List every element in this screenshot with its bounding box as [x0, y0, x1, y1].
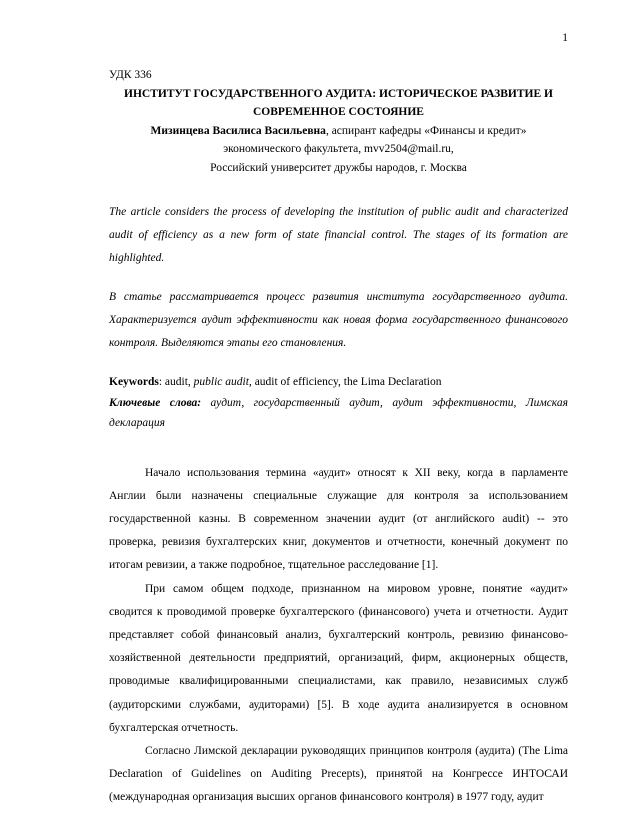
keywords-english-label: Keywords	[109, 376, 159, 388]
title-line-1: ИНСТИТУТ ГОСУДАРСТВЕННОГО АУДИТА: ИСТОРИЧЕСКОЕ РАЗВИТИЕ И	[124, 87, 553, 100]
author-position: , аспирант кафедры «Финансы и кредит»	[325, 124, 527, 137]
keywords-english: Keywords: audit, public audit, audit of efficiency, the Lima Declaration	[109, 376, 442, 388]
author-faculty: экономического факультета, mvv2504@mail.ru,	[223, 143, 454, 155]
document-body	[109, 66, 568, 810]
abstract-russian: В статье рассматривается процесс развития института государственного аудита. Характеризуется аудит эффективности как новая форма государственного финансового контроля. Выделяются этапы его становления.	[109, 291, 568, 349]
keywords-russian: Ключевые слова: аудит, государственный аудит, аудит эффективности, Лимская декларация	[109, 396, 568, 429]
body-paragraph-3: Согласно Лимской декларации руководящих принципов контроля (аудита) (The Lima Declaration of Guidelines on Auditing Precepts), принятой на Конгрессе ИНТОСАИ (международная организация высших органов финансового контроля) в 1977 году, аудит	[109, 744, 568, 804]
abstract-english: The article considers the process of developing the institution of public audit and characterized audit of efficiency as a new form of state financial control. The stages of its formation are highlighted.	[109, 206, 568, 264]
body-paragraph-2: При самом общем подходе, признанном на мировом уровне, понятие «аудит» сводится к проводимой проверке бухгалтерского (финансового) учета и отчетности. Аудит представляет собой финансовый анализ, бухгалтерский контроль, ревизию финансово-хозяйственной деятельности предприятий, организаций, фирм, акционерных обществ, проводимые квалифицированными специалистами, как правило, независимых служб (аудиторскими службами, аудиторами) [5]. В ходе аудита анализируется в основном бухгалтерская отчетность.	[109, 582, 568, 734]
title-line-2: СОВРЕМЕННОЕ СОСТОЯНИЕ	[253, 106, 424, 118]
author-name: Мизинцева Василиса Васильевна	[150, 124, 326, 137]
author-university: Российский университет дружбы народов, г. Москва	[210, 161, 467, 174]
body-paragraph-1: Начало использования термина «аудит» относят к XII веку, когда в парламенте Англии были назначены специальные служащие для контроля за использованием государственной казны. В современном значении аудит (от английского audit) -- это проверка, ревизия бухгалтерских книг, документов и отчетности, конечный документ по итогам ревизии, а также подробное, тщательное расследование [1].	[109, 466, 568, 572]
article-title	[109, 85, 568, 122]
udk-code: УДК 336	[109, 69, 152, 81]
page-number: 1	[562, 32, 568, 44]
author-block	[109, 122, 568, 178]
keywords-russian-label: Ключевые слова:	[109, 396, 202, 409]
